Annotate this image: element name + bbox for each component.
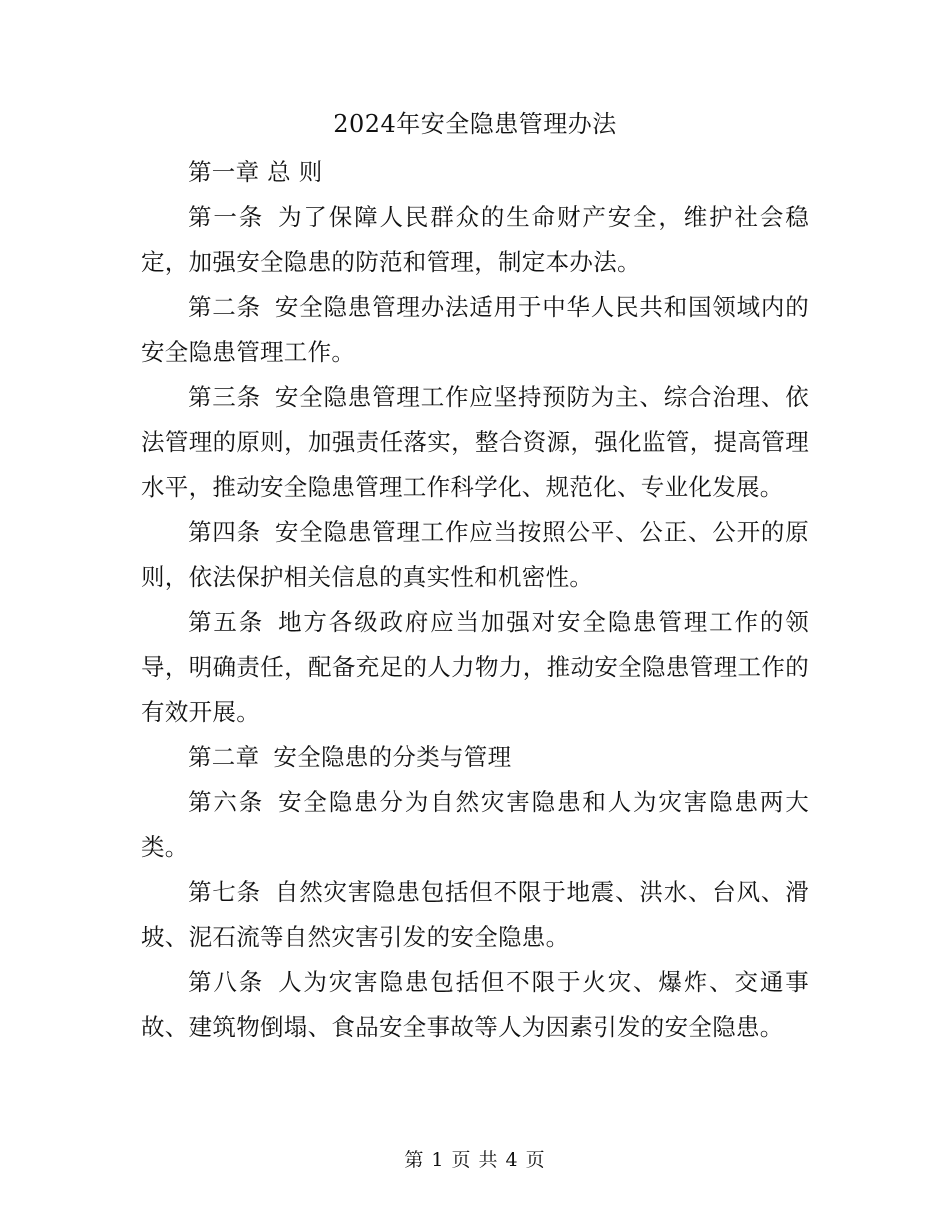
article-text: 安全隐患管理办法适用于中华人民共和国领域内的安全隐患管理工作。: [141, 293, 809, 366]
article-paragraph: [141, 960, 809, 1050]
article-paragraph: [141, 870, 809, 960]
article-label: 第六条: [188, 788, 265, 816]
article-label: 第五条: [188, 608, 265, 636]
document-body: [141, 150, 809, 1050]
article-paragraph: [141, 375, 809, 510]
article-label: 第七条: [188, 878, 261, 906]
article-paragraph: [141, 195, 809, 285]
article-text: 地方各级政府应当加强对安全隐患管理工作的领导，明确责任，配备充足的人力物力，推动安全隐患管理工作的有效开展。: [141, 608, 809, 726]
article-paragraph: [141, 780, 809, 870]
article-text: 为了保障人民群众的生命财产安全，维护社会稳定，加强安全隐患的防范和管理，制定本办法。: [141, 203, 809, 276]
chapter-heading: [141, 735, 809, 780]
article-text: 自然灾害隐患包括但不限于地震、洪水、台风、滑坡、泥石流等自然灾害引发的安全隐患。: [141, 878, 809, 951]
article-paragraph: [141, 510, 809, 600]
article-label: 第四条: [188, 518, 261, 546]
document-title: 2024年安全隐患管理办法: [333, 110, 617, 138]
chapter-label: 第二章: [188, 743, 260, 771]
article-paragraph: [141, 600, 809, 735]
article-text: 人为灾害隐患包括但不限于火灾、爆炸、交通事故、建筑物倒塌、食品安全事故等人为因素引发的安全隐患。: [141, 968, 809, 1041]
chapter-heading: [141, 150, 809, 195]
chapter-label: 第一章 总 则: [188, 158, 323, 186]
chapter-text: 安全隐患的分类与管理: [273, 743, 512, 771]
page-number-footer: 第 1 页 共 4 页: [404, 1149, 546, 1171]
article-text: 安全隐患管理工作应坚持预防为主、综合治理、依法管理的原则，加强责任落实，整合资源，强化监管，提高管理水平，推动安全隐患管理工作科学化、规范化、专业化发展。: [141, 383, 809, 501]
article-label: 第二条: [188, 293, 261, 321]
article-label: 第三条: [188, 383, 261, 411]
article-label: 第一条: [188, 203, 265, 231]
article-label: 第八条: [188, 968, 265, 996]
article-paragraph: [141, 285, 809, 375]
article-text: 安全隐患管理工作应当按照公平、公正、公开的原则，依法保护相关信息的真实性和机密性。: [141, 518, 809, 591]
article-text: 安全隐患分为自然灾害隐患和人为灾害隐患两大类。: [141, 788, 809, 861]
